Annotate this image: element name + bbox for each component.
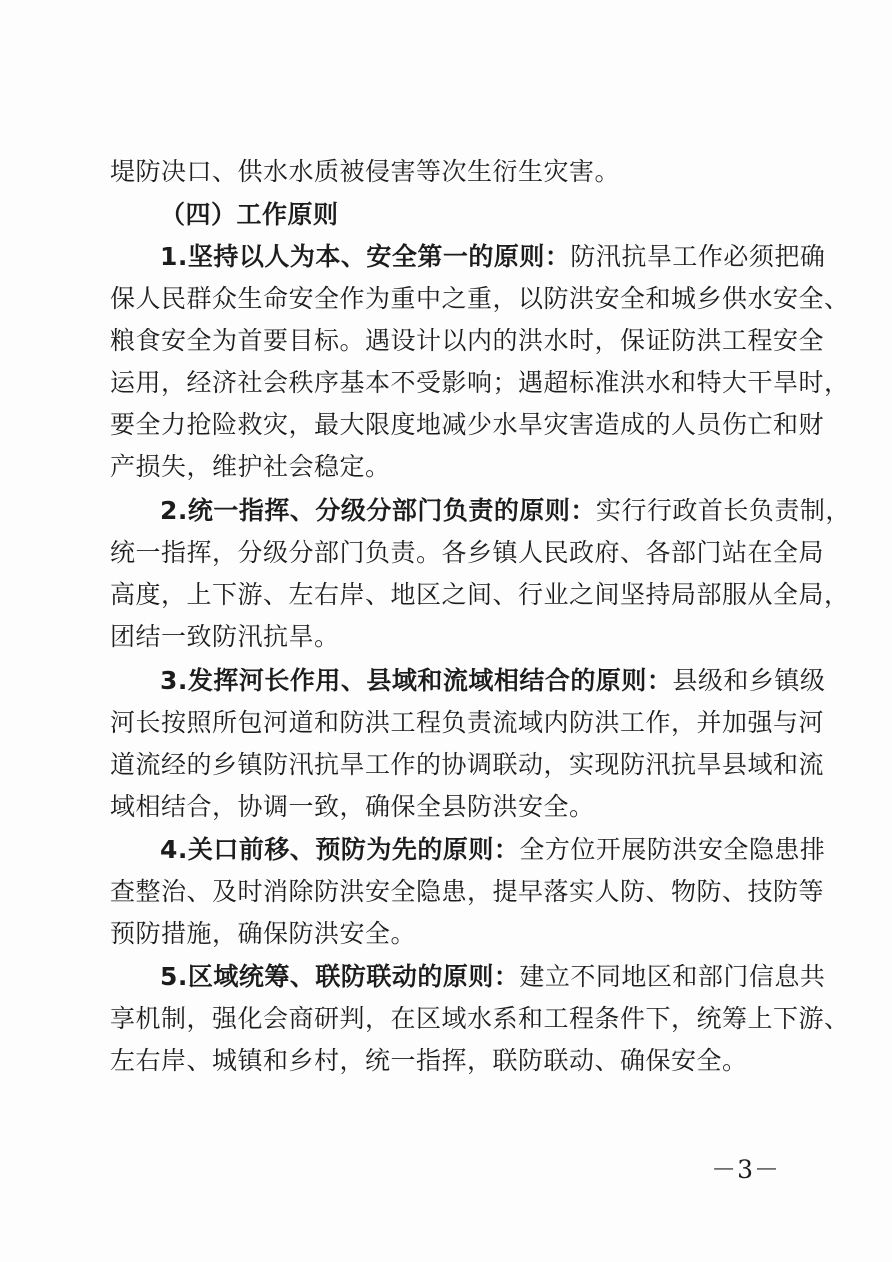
principle-3-line: 3.发挥河长作用、县域和流域相结合的原则：县级和乡镇级 <box>160 666 826 695</box>
body-line: 河长按照所包河道和防洪工程负责流域内防洪工作，并加强与河 <box>110 708 825 737</box>
body-line: 预防措施，确保防洪安全。 <box>110 919 417 948</box>
body-line: 要全力抢险救灾，最大限度地减少水旱灾害造成的人员伤亡和财 <box>110 410 825 439</box>
body-line: 道流经的乡镇防汛抗旱工作的协调联动，实现防汛抗旱县域和流 <box>110 750 825 779</box>
body-line: 统一指挥，分级分部门负责。各乡镇人民政府、各部门站在全局 <box>110 538 825 567</box>
body-line: 左右岸、城镇和乡村，统一指挥，联防联动、确保安全。 <box>110 1046 748 1075</box>
body-line: 运用，经济社会秩序基本不受影响；遇超标准洪水和特大干旱时， <box>110 368 850 397</box>
principle-5-line: 5.区域统筹、联防联动的原则：建立不同地区和部门信息共 <box>160 962 826 991</box>
body-line: 产损失，维护社会稳定。 <box>110 452 391 481</box>
principle-4-line: 4.关口前移、预防为先的原则：全方位开展防洪安全隐患排 <box>160 835 826 864</box>
principle-4-title: 4.关口前移、预防为先的原则： <box>160 835 520 864</box>
section-heading: （四）工作原则 <box>160 200 339 229</box>
body-line: 保人民群众生命安全作为重中之重，以防洪安全和城乡供水安全、 <box>110 284 850 313</box>
principle-3-title: 3.发挥河长作用、县域和流域相结合的原则： <box>160 666 673 695</box>
body-line: 粮食安全为首要目标。遇设计以内的洪水时，保证防洪工程安全 <box>110 326 825 355</box>
principle-5-title: 5.区域统筹、联防联动的原则： <box>160 962 520 991</box>
body-line: 团结一致防汛抗旱。 <box>110 622 340 651</box>
principle-1-title: 1.坚持以人为本、安全第一的原则： <box>160 242 571 271</box>
body-line: 堤防决口、供水水质被侵害等次生衍生灾害。 <box>110 157 621 186</box>
principle-2-line: 2.统一指挥、分级分部门负责的原则：实行行政首长负责制， <box>160 496 851 525</box>
body-line: 域相结合，协调一致，确保全县防洪安全。 <box>110 792 595 821</box>
page-number: －3－ <box>711 1155 780 1184</box>
body-line: 高度，上下游、左右岸、地区之间、行业之间坚持局部服从全局， <box>110 580 850 609</box>
body-line: 查整治、及时消除防洪安全隐患，提早落实人防、物防、技防等 <box>110 877 825 906</box>
principle-2-title: 2.统一指挥、分级分部门负责的原则： <box>160 496 596 525</box>
body-line: 享机制，强化会商研判，在区域水系和工程条件下，统筹上下游、 <box>110 1004 850 1033</box>
principle-1-line: 1.坚持以人为本、安全第一的原则：防汛抗旱工作必须把确 <box>160 242 826 271</box>
